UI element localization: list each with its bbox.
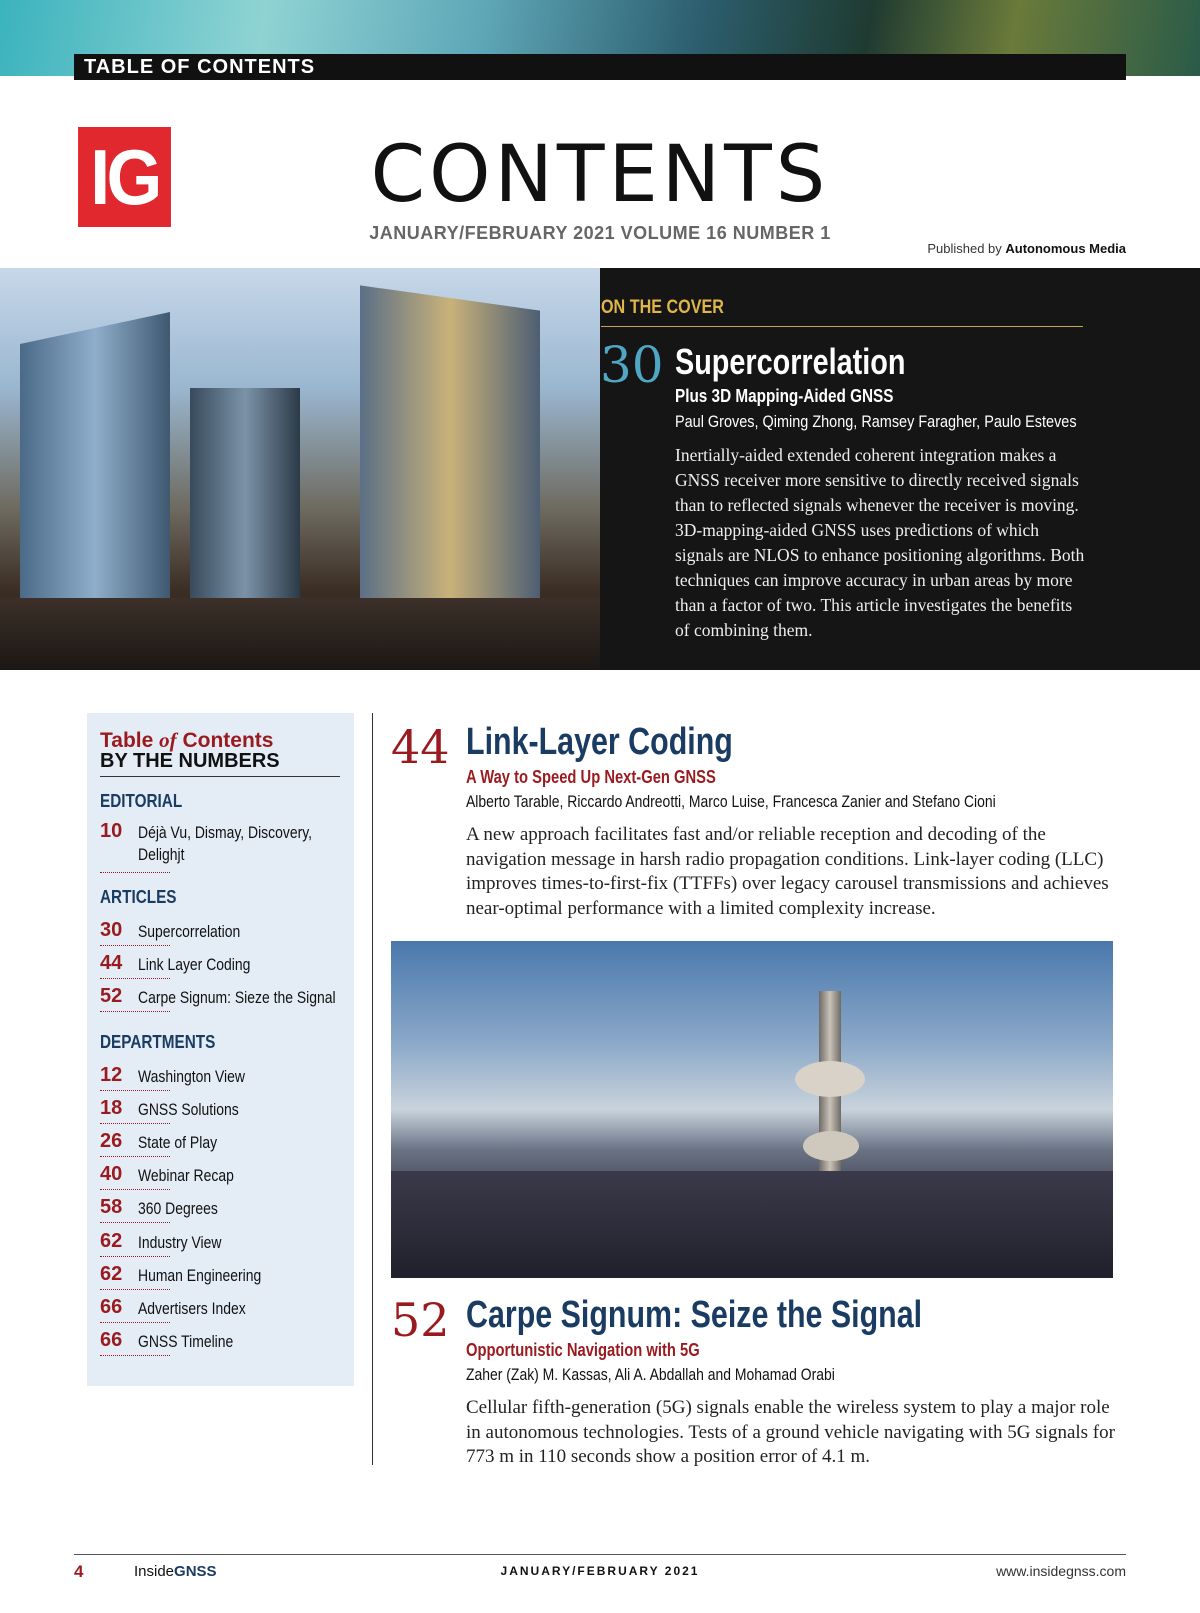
sidebar-item-label: Washington View bbox=[138, 1067, 245, 1086]
sidebar-item-number: 12 bbox=[100, 1064, 123, 1086]
article-subtitle: A Way to Speed Up Next-Gen GNSS bbox=[466, 767, 716, 787]
antenna-dish-shape bbox=[795, 1061, 865, 1097]
sidebar-item-dots bbox=[100, 1011, 170, 1012]
sidebar-item-number: 66 bbox=[100, 1296, 123, 1318]
page-title: CONTENTS bbox=[370, 130, 830, 220]
building-shape bbox=[360, 285, 540, 640]
footer-mag-a: Inside bbox=[134, 1563, 175, 1580]
published-by-prefix: Published by bbox=[927, 241, 1006, 256]
sidebar-item-dots bbox=[100, 1123, 170, 1124]
sidebar-item-label: Link Layer Coding bbox=[138, 955, 251, 974]
antenna-dish-shape bbox=[803, 1131, 859, 1161]
cover-page-number: 30 bbox=[600, 336, 664, 394]
sidebar-item-label: 360 Degrees bbox=[138, 1199, 218, 1218]
sidebar-item-label: Carpe Signum: Sieze the Signal bbox=[138, 988, 336, 1007]
sidebar-item-label: GNSS Solutions bbox=[138, 1100, 239, 1119]
sidebar-item-dots bbox=[100, 1090, 170, 1091]
sidebar-item-number: 66 bbox=[100, 1329, 123, 1351]
article-subtitle: Opportunistic Navigation with 5G bbox=[466, 1340, 700, 1360]
sidebar-subtitle: BY THE NUMBERS bbox=[100, 750, 280, 772]
sidebar-item-dots bbox=[100, 1322, 170, 1323]
sidebar-item-dots bbox=[100, 978, 170, 979]
column-divider bbox=[372, 713, 373, 1465]
sidebar-section-editorial: EDITORIAL bbox=[100, 791, 183, 811]
sidebar-item-number: 26 bbox=[100, 1130, 123, 1152]
sidebar-item-dots bbox=[100, 1256, 170, 1257]
article-summary: Cellular fifth-generation (5G) signals enable the wireless system to play a major role in autonomous technologies. Tests of a ground vehicle navigating with 5G signals for 773 m in 110 seconds show a position error of 4.1 m. bbox=[466, 1397, 1115, 1467]
sidebar-item-number: 52 bbox=[100, 985, 123, 1007]
sidebar-title-rule bbox=[100, 776, 340, 777]
footer-mag-b: GNSS bbox=[174, 1563, 217, 1580]
building-shape bbox=[190, 388, 300, 628]
sidebar-item-number: 62 bbox=[100, 1230, 123, 1252]
sidebar-item-dots bbox=[100, 1189, 170, 1190]
cover-summary: Inertially-aided extended coherent integration makes a GNSS receiver more sensitive to directly received signals than to reflected signals whenever the receiver is moving. 3D-mapping-aided GNSS uses predictions of which signals are NLOS to enhance positioning algorithms. Both techniques can improve accuracy in urban areas by more than a factor of two. This article investigates the benefits of combining them. bbox=[675, 445, 1085, 640]
article-title[interactable]: Carpe Signum: Seize the Signal bbox=[466, 1294, 923, 1336]
sidebar-section-departments: DEPARTMENTS bbox=[100, 1032, 216, 1052]
city-skyline-shape bbox=[391, 1171, 1113, 1278]
sidebar-item-dots bbox=[100, 945, 170, 946]
street-shape bbox=[0, 598, 600, 670]
sidebar-item-label: Advertisers Index bbox=[138, 1299, 246, 1318]
sidebar-item-label: Human Engineering bbox=[138, 1266, 262, 1285]
cover-authors: Paul Groves, Qiming Zhong, Ramsey Faragher, Paulo Esteves bbox=[675, 412, 1077, 431]
sidebar-item-label: Déjà Vu, Dismay, Discovery, bbox=[138, 823, 313, 842]
article-title[interactable]: Link-Layer Coding bbox=[466, 721, 733, 763]
footer-url[interactable]: www.insidegnss.com bbox=[996, 1563, 1126, 1579]
sidebar-item-dots bbox=[100, 1222, 170, 1223]
sidebar-item-number: 30 bbox=[100, 919, 123, 941]
section-label: TABLE OF CONTENTS bbox=[84, 56, 316, 78]
footer-date: JANUARY/FEBRUARY 2021 bbox=[500, 1564, 700, 1578]
sidebar-item-label: GNSS Timeline bbox=[138, 1332, 234, 1351]
sidebar-item-label-line2: Delighjt bbox=[138, 845, 185, 864]
sidebar-item-label: Industry View bbox=[138, 1233, 222, 1252]
on-cover-rule bbox=[601, 326, 1083, 327]
sidebar-item-dots bbox=[100, 1355, 170, 1356]
sidebar-item-number: 18 bbox=[100, 1097, 123, 1119]
footer-page-number: 4 bbox=[74, 1562, 84, 1581]
sidebar-title-b: Contents bbox=[176, 729, 274, 752]
cover-title[interactable]: Supercorrelation bbox=[675, 341, 906, 382]
sidebar-item-number: 40 bbox=[100, 1163, 123, 1185]
on-cover-label: ON THE COVER bbox=[601, 297, 724, 318]
sidebar-item-number: 58 bbox=[100, 1196, 123, 1218]
article-page-number: 52 bbox=[391, 1293, 450, 1347]
building-shape bbox=[20, 312, 170, 644]
sidebar-item-number: 44 bbox=[100, 952, 123, 974]
sidebar-item-label: Supercorrelation bbox=[138, 922, 241, 941]
footer-rule bbox=[74, 1554, 1126, 1555]
sidebar-item-label: Webinar Recap bbox=[138, 1166, 234, 1185]
cover-photo bbox=[0, 268, 600, 670]
published-by bbox=[800, 241, 1126, 256]
article-authors: Zaher (Zak) M. Kassas, Ali A. Abdallah and Mohamad Orabi bbox=[466, 1365, 835, 1384]
article-photo bbox=[391, 941, 1113, 1278]
sidebar-title bbox=[100, 729, 273, 752]
ig-logo: IG bbox=[78, 127, 171, 227]
sidebar-title-of: of bbox=[159, 728, 177, 752]
sidebar-title-a: Table bbox=[100, 729, 160, 752]
sidebar-item-number: 62 bbox=[100, 1263, 123, 1285]
sidebar-item-dots bbox=[100, 1289, 170, 1290]
sidebar-item-dots bbox=[100, 872, 170, 873]
article-page-number: 44 bbox=[391, 720, 450, 774]
article-authors: Alberto Tarable, Riccardo Andreotti, Marco Luise, Francesca Zanier and Stefano Cioni bbox=[466, 792, 996, 811]
issue-line: JANUARY/FEBRUARY 2021 VOLUME 16 NUMBER 1 bbox=[369, 223, 831, 243]
sidebar-item-number: 10 bbox=[100, 820, 123, 842]
sidebar-item-dots bbox=[100, 1156, 170, 1157]
publisher-name: Autonomous Media bbox=[1005, 241, 1126, 256]
article-summary: A new approach facilitates fast and/or reliable reception and decoding of the navigation message in harsh radio propagation conditions. Link-layer coding (LLC) improves times-to-first-fix (TTFFs) over legacy carousel transmissions and achieves near-optimal performance with a limited complexity increase. bbox=[466, 824, 1109, 919]
cover-subtitle: Plus 3D Mapping-Aided GNSS bbox=[675, 386, 894, 406]
sidebar-item-label: State of Play bbox=[138, 1133, 218, 1152]
sidebar-section-articles: ARTICLES bbox=[100, 887, 177, 907]
